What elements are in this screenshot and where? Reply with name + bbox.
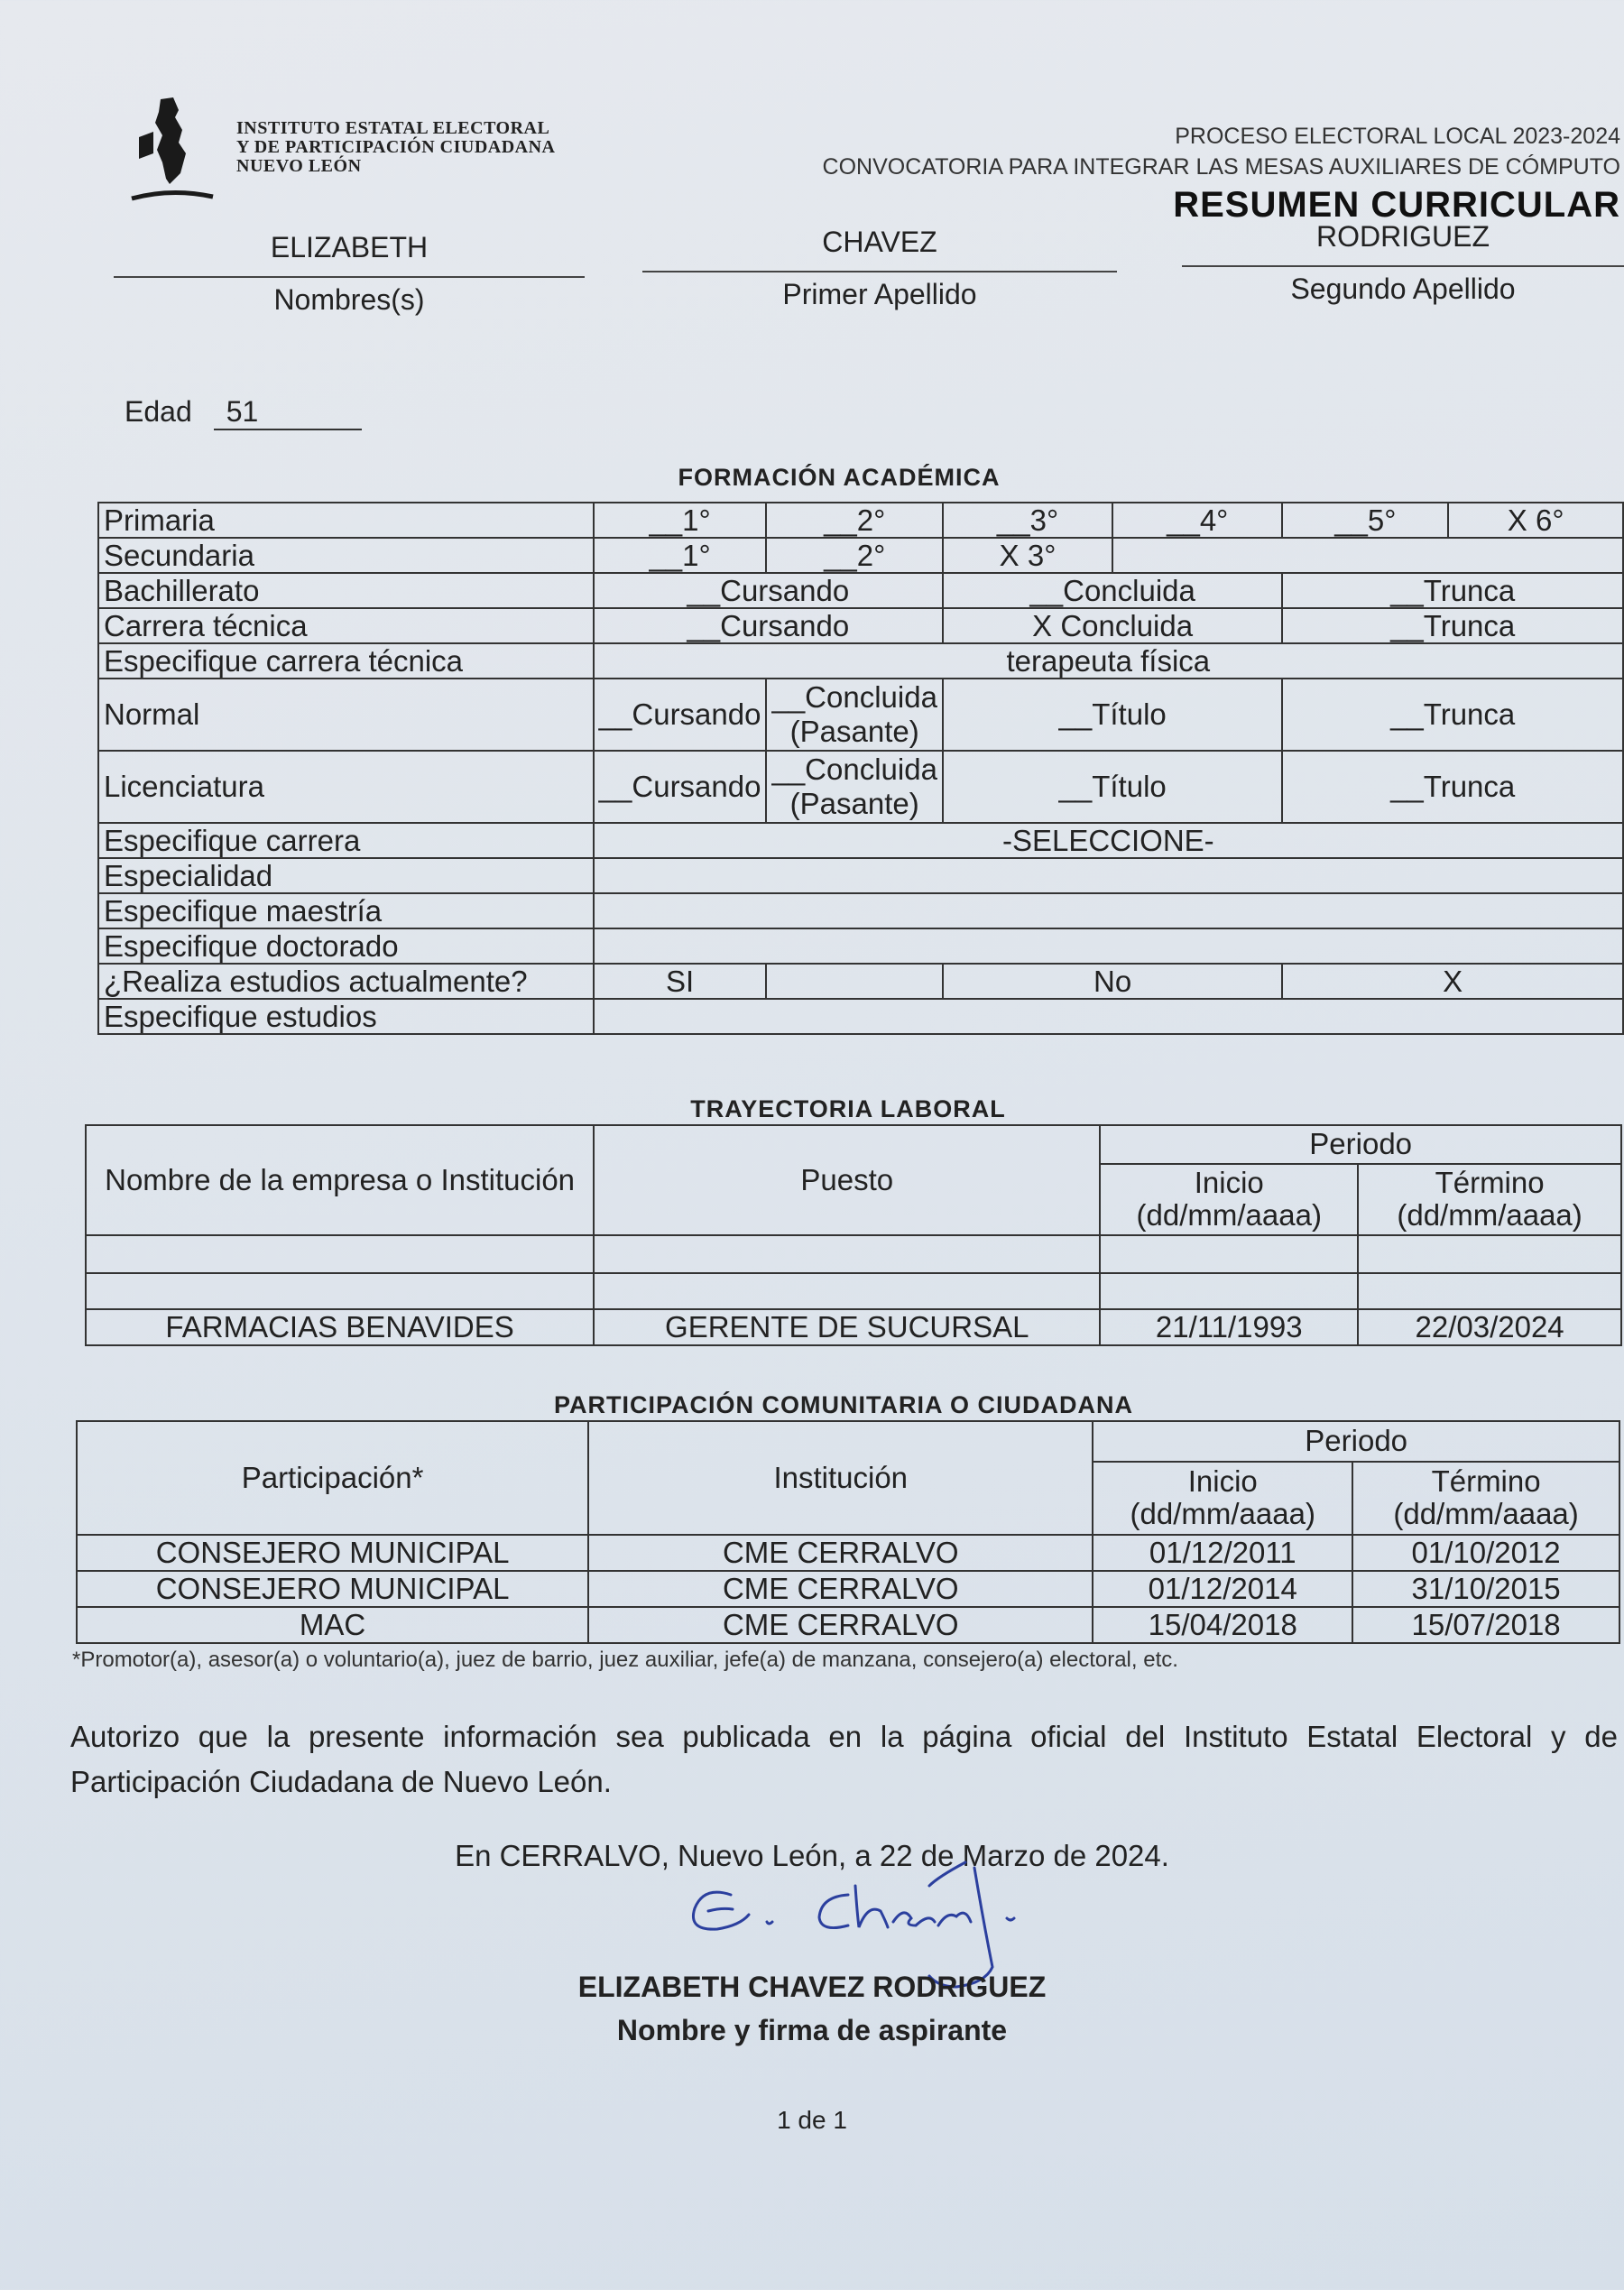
second-surname-value: RODRIGUEZ (1316, 220, 1490, 253)
carrera-tecnica-opt-cursando: __Cursando (594, 608, 943, 643)
work-col-start: Inicio (dd/mm/aaaa) (1100, 1164, 1358, 1235)
academic-table (97, 502, 1624, 1035)
row-secundaria (98, 538, 1623, 573)
licenciatura-opt-titulo: __Título (943, 751, 1282, 823)
work-end (1358, 1235, 1621, 1273)
first-surname-field (642, 226, 1117, 311)
bachillerato-opt-cursando: __Cursando (594, 573, 943, 608)
carrera-tecnica-label: Carrera técnica (98, 608, 594, 643)
primaria-opt-6: X 6° (1448, 503, 1623, 538)
bachillerato-opt-trunca: __Trunca (1282, 573, 1623, 608)
community-footnote: *Promotor(a), asesor(a) o voluntario(a), juez de barrio, juez auxiliar, jefe(a) de manzana, consejero(a) electoral, etc. (72, 1648, 1178, 1672)
age-value: 51 (214, 395, 362, 430)
community-col-start: Inicio (dd/mm/aaaa) (1093, 1462, 1352, 1535)
community-participation: CONSEJERO MUNICIPAL (77, 1535, 588, 1571)
work-start (1100, 1273, 1358, 1309)
especifique-tecnica-value: terapeuta física (594, 643, 1623, 679)
community-start: 01/12/2014 (1093, 1571, 1352, 1607)
work-end (1358, 1273, 1621, 1309)
row-primaria (98, 503, 1623, 538)
maestria-label: Especifique maestría (98, 893, 594, 928)
community-institution: CME CERRALVO (588, 1607, 1093, 1643)
academic-title: FORMACIÓN ACADÉMICA (678, 464, 1001, 491)
row-especifique-tecnica (98, 643, 1623, 679)
community-participation: MAC (77, 1607, 588, 1643)
primaria-opt-4: __4° (1112, 503, 1282, 538)
work-company (86, 1235, 594, 1273)
row-estudios-actuales (98, 964, 1623, 999)
community-table (76, 1420, 1620, 1644)
licenciatura-opt-trunca: __Trunca (1282, 751, 1623, 823)
work-col-end: Término (dd/mm/aaaa) (1358, 1164, 1621, 1235)
community-col-period: Periodo (1093, 1421, 1619, 1462)
community-col-participation: Participación* (77, 1421, 588, 1535)
community-institution: CME CERRALVO (588, 1571, 1093, 1607)
licenciatura-label: Licenciatura (98, 751, 594, 823)
work-position (594, 1273, 1100, 1309)
row-especialidad (98, 858, 1623, 893)
institute-logo-icon (126, 90, 217, 208)
primaria-opt-1: __1° (594, 503, 767, 538)
age-field (125, 395, 362, 430)
community-institution: CME CERRALVO (588, 1535, 1093, 1571)
second-surname-field (1182, 220, 1624, 306)
licenciatura-opt-concluida: __Concluida (Pasante) (766, 751, 942, 823)
especifique-tecnica-label: Especifique carrera técnica (98, 643, 594, 679)
especifique-carrera-value: -SELECCIONE- (594, 823, 1623, 858)
community-col-institution: Institución (588, 1421, 1093, 1535)
work-company (86, 1273, 594, 1309)
community-participation: CONSEJERO MUNICIPAL (77, 1571, 588, 1607)
row-especifique-carrera (98, 823, 1623, 858)
doctorado-value (594, 928, 1623, 964)
normal-opt-trunca: __Trunca (1282, 679, 1623, 751)
page-number: 1 de 1 (777, 2106, 847, 2134)
first-surname-value: CHAVEZ (822, 226, 937, 258)
work-table (85, 1124, 1622, 1346)
bachillerato-opt-concluida: __Concluida (943, 573, 1282, 608)
especifique-estudios-label: Especifique estudios (98, 999, 594, 1034)
estudios-no-mark: X (1282, 964, 1623, 999)
row-normal (98, 679, 1623, 751)
row-especifique-estudios (98, 999, 1623, 1034)
community-col-end: Término (dd/mm/aaaa) (1352, 1462, 1619, 1535)
normal-opt-concluida: __Concluida (Pasante) (766, 679, 942, 751)
second-surname-label: Segundo Apellido (1290, 272, 1516, 305)
secundaria-label: Secundaria (98, 538, 594, 573)
signer-name: ELIZABETH CHAVEZ RODRIGUEZ (577, 1971, 1047, 2003)
institute-line-2: Y DE PARTICIPACIÓN CIUDADANA (236, 137, 556, 157)
row-licenciatura (98, 751, 1623, 823)
primaria-opt-5: __5° (1282, 503, 1448, 538)
normal-opt-cursando: __Cursando (594, 679, 767, 751)
work-row (86, 1273, 1621, 1309)
estudios-actuales-label: ¿Realiza estudios actualmente? (98, 964, 594, 999)
work-col-company: Nombre de la empresa o Institución (86, 1125, 594, 1235)
doctorado-label: Especifique doctorado (98, 928, 594, 964)
first-name-value: ELIZABETH (270, 231, 429, 263)
work-company: FARMACIAS BENAVIDES (86, 1309, 594, 1345)
licenciatura-opt-cursando: __Cursando (594, 751, 767, 823)
work-end: 22/03/2024 (1358, 1309, 1621, 1345)
institute-line-3: NUEVO LEÓN (236, 156, 362, 176)
work-col-period: Periodo (1100, 1125, 1621, 1164)
work-row (86, 1235, 1621, 1273)
work-start (1100, 1235, 1358, 1273)
work-row (86, 1309, 1621, 1345)
bachillerato-label: Bachillerato (98, 573, 594, 608)
primaria-label: Primaria (98, 503, 594, 538)
estudios-si-mark (766, 964, 942, 999)
work-position (594, 1235, 1100, 1273)
community-row (77, 1535, 1619, 1571)
primaria-opt-2: __2° (766, 503, 942, 538)
process-header (823, 121, 1620, 227)
carrera-tecnica-opt-trunca: __Trunca (1282, 608, 1623, 643)
row-maestria (98, 893, 1623, 928)
community-start: 15/04/2018 (1093, 1607, 1352, 1643)
community-title: PARTICIPACIÓN COMUNITARIA O CIUDADANA (554, 1391, 1133, 1418)
primaria-opt-3: __3° (943, 503, 1112, 538)
especialidad-value (594, 858, 1623, 893)
community-end: 15/07/2018 (1352, 1607, 1619, 1643)
document-title: RESUMEN CURRICULAR (1173, 185, 1620, 225)
first-name-label: Nombres(s) (273, 283, 425, 316)
normal-label: Normal (98, 679, 594, 751)
call-name: CONVOCATORIA PARA INTEGRAR LAS MESAS AUXILIARES DE CÓMPUTO (822, 154, 1620, 180)
especifique-estudios-value (594, 999, 1623, 1034)
normal-opt-titulo: __Título (943, 679, 1282, 751)
especifique-carrera-label: Especifique carrera (98, 823, 594, 858)
work-position: GERENTE DE SUCURSAL (594, 1309, 1100, 1345)
institute-line-1: INSTITUTO ESTATAL ELECTORAL (236, 118, 550, 138)
secundaria-opt-1: __1° (594, 538, 767, 573)
first-surname-label: Primer Apellido (782, 278, 977, 310)
community-end: 01/10/2012 (1352, 1535, 1619, 1571)
row-carrera-tecnica (98, 608, 1623, 643)
secundaria-opt-2: __2° (766, 538, 942, 573)
work-col-position: Puesto (594, 1125, 1100, 1235)
row-bachillerato (98, 573, 1623, 608)
community-start: 01/12/2011 (1093, 1535, 1352, 1571)
authorization-text: Autorizo que la presente información sea publicada en la página oficial del Instituto Estatal Electoral y de Participación Ciudadana de Nuevo León. (70, 1720, 1618, 1798)
especialidad-label: Especialidad (98, 858, 594, 893)
work-title: TRAYECTORIA LABORAL (690, 1095, 1006, 1122)
institute-name (236, 119, 555, 176)
row-doctorado (98, 928, 1623, 964)
community-row (77, 1571, 1619, 1607)
community-row (77, 1607, 1619, 1643)
estudios-no-label: No (943, 964, 1282, 999)
signature-label: Nombre y firma de aspirante (616, 2014, 1008, 2046)
secundaria-opt-3: X 3° (943, 538, 1112, 573)
age-label: Edad (125, 395, 192, 428)
work-start: 21/11/1993 (1100, 1309, 1358, 1345)
signature-block (0, 1965, 1624, 2052)
carrera-tecnica-opt-concluida: X Concluida (943, 608, 1282, 643)
place-date: En CERRALVO, Nuevo León, a 22 de Marzo de 2024. (455, 1839, 1169, 1872)
estudios-si-label: SI (594, 964, 767, 999)
maestria-value (594, 893, 1623, 928)
process-name: PROCESO ELECTORAL LOCAL 2023-2024 (1175, 124, 1620, 149)
community-end: 31/10/2015 (1352, 1571, 1619, 1607)
first-name-field (114, 231, 585, 317)
